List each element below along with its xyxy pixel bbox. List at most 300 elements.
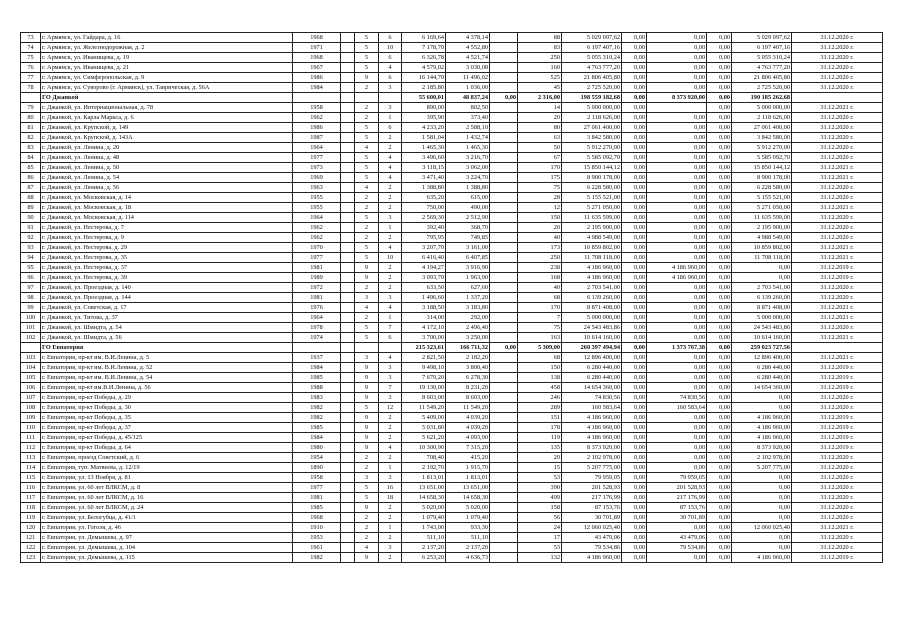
table-cell: 50 [518,143,562,153]
table-cell [490,493,518,503]
table-cell: 114 [21,463,41,473]
table-cell: 5 207 775,00 [732,463,792,473]
table-cell: 2 [355,533,379,543]
table-cell: 31.12.2020 г. [792,113,883,123]
table-cell: 0,00 [622,523,647,533]
table-cell: 120 [21,523,41,533]
table-cell: 1982 [293,413,341,423]
table-cell: 31.12.2020 г. [792,183,883,193]
table-cell: 0,00 [647,213,707,223]
table-cell: 4 [379,163,402,173]
table-cell: 5 [355,33,379,43]
housing-register-table [20,32,883,563]
table-cell: 117 [21,493,41,503]
table-cell: 83 [518,43,562,53]
table-cell: 9 [355,553,379,563]
table-cell: 2 [379,513,402,523]
table-cell: 87 153,76 [647,503,707,513]
table-cell: 1984 [293,83,341,93]
table-cell: 0,00 [622,133,647,143]
table-cell: 3 471,40 [402,173,446,183]
table-cell: 166 711,32 [446,343,490,353]
table-row [21,253,883,263]
table-cell [341,123,355,133]
table-cell: 0,00 [707,373,732,383]
table-cell: 0,00 [622,253,647,263]
table-cell: 6 139 260,00 [732,293,792,303]
table-cell: 1981 [293,293,341,303]
table-cell: 1988 [293,383,341,393]
table-row [21,33,883,43]
table-cell [341,53,355,63]
table-cell: 1937 [293,353,341,363]
table-cell: 173 [518,243,562,253]
table-cell: 0,00 [647,133,707,143]
table-cell: 10 614 160,00 [562,333,622,343]
table-cell: 1967 [293,63,341,73]
table-cell: 0,00 [622,123,647,133]
table-cell: 0,00 [647,193,707,203]
table-cell: 163 [518,333,562,343]
table-cell [341,243,355,253]
table-cell: 2 [355,193,379,203]
table-cell: 56 [518,513,562,523]
table-cell: 3 161,00 [446,243,490,253]
table-cell: 1961 [293,543,341,553]
table-cell: 1 496,60 [402,293,446,303]
table-cell: 5 309,00 [518,343,562,353]
table-cell: 0,00 [622,103,647,113]
table-cell: 98 [21,293,41,303]
table-cell: 2 [355,523,379,533]
table-cell: 2 512,90 [446,213,490,223]
table-cell: 12 060 025,40 [732,523,792,533]
table-cell: 31.12.2020 г. [792,223,883,233]
table-cell: 0,00 [732,263,792,273]
table-cell: 2 137,20 [402,543,446,553]
table-cell: 1974 [293,333,341,343]
table-cell: 0,00 [707,253,732,263]
table-cell: 1 [379,113,402,123]
table-row [21,153,883,163]
table-cell: 4 233,20 [402,123,446,133]
table-cell: 511,10 [446,533,490,543]
table-cell: 0,00 [732,533,792,543]
table-cell: 0,00 [707,413,732,423]
table-cell: 215 323,61 [402,343,446,353]
table-cell: 1972 [293,283,341,293]
table-cell: г. Евпатория, пр-кт Победы, д. 45/125 [41,433,293,443]
table-row [21,83,883,93]
table-cell: 615,00 [446,193,490,203]
table-row [21,63,883,73]
table-cell: 635,20 [402,193,446,203]
table-cell: г. Джанкой, ул. Нестерова, д. 39 [41,273,293,283]
table-cell: 4 194,27 [402,263,446,273]
table-cell: 0,00 [707,113,732,123]
table-cell: 31.12.2019 г. [792,423,883,433]
table-cell: 1953 [293,533,341,543]
table-cell: 0,00 [707,463,732,473]
table-cell: 92 [21,233,41,243]
table-cell: 1981 [293,263,341,273]
table-cell: 0,00 [490,93,518,103]
table-cell: 0,00 [647,303,707,313]
table-cell: 175 [518,173,562,183]
table-cell: 0,00 [622,83,647,93]
table-cell [490,303,518,313]
table-cell: 6 280 440,00 [732,373,792,383]
table-cell: 5 585 092,70 [732,153,792,163]
table-cell: г. Джанкой, ул. Крупской, д. 143А [41,133,293,143]
table-cell [490,73,518,83]
table-cell: 4 [379,153,402,163]
table-cell: 9 [355,273,379,283]
table-cell: 8 603,00 [446,393,490,403]
table-cell: 43 479,06 [647,533,707,543]
table-cell: 0,00 [707,363,732,373]
table-cell: 19 130,00 [402,383,446,393]
table-cell: 31.12.2020 г. [792,33,883,43]
table-cell [341,483,355,493]
table-cell: 31.12.2020 г. [792,503,883,513]
table-cell: 0,00 [622,433,647,443]
table-cell: 627,60 [446,283,490,293]
table-cell: 525 [518,73,562,83]
table-cell: 0,00 [647,143,707,153]
table-cell: 11 496,02 [446,73,490,83]
table-cell: 6 228 580,00 [732,183,792,193]
table-cell: 0,00 [622,193,647,203]
table-cell: 1 388,80 [402,183,446,193]
table-cell: 2 [379,273,402,283]
table-cell: 31.12.2020 г. [792,323,883,333]
table-cell: 0,00 [622,353,647,363]
table-cell: 83 [21,143,41,153]
table-cell: 0,00 [622,173,647,183]
table-cell: г. Евпатория, ул. Демышева, д. 104 [41,543,293,553]
table-cell: 708,40 [402,453,446,463]
table-cell: г. Армянск, ул. Иванищева, д. 19 [41,53,293,63]
table-cell: 31.12.2021 г. [792,173,883,183]
table-cell: 0,00 [622,483,647,493]
table-cell: 0,00 [647,173,707,183]
table-cell: 415,20 [446,453,490,463]
table-cell: 0,00 [707,233,732,243]
table-cell: 3 [379,373,402,383]
table-cell: 0,00 [732,543,792,553]
table-cell: 10 [379,253,402,263]
table-cell: 0,00 [647,43,707,53]
table-cell: 0,00 [647,523,707,533]
table-cell: 250 [518,53,562,63]
table-cell: г. Джанкой, ул. Нестерова, д. 37 [41,263,293,273]
table-cell: 2 588,10 [446,123,490,133]
table-cell: 0,00 [707,293,732,303]
table-cell: 110 [21,423,41,433]
table-cell: г. Евпатория, пр-кт Победы, д. 37 [41,423,293,433]
table-cell: 40 [518,283,562,293]
table-cell: 201 528,93 [647,483,707,493]
table-cell [490,173,518,183]
table-cell: 24 543 483,86 [562,323,622,333]
table-cell: 0,00 [622,283,647,293]
table-cell: 30 701,89 [647,513,707,523]
table-cell: 0,00 [707,153,732,163]
table-cell: 12 [379,403,402,413]
table-cell: 24 [518,523,562,533]
table-cell: 1982 [293,403,341,413]
table-cell [490,123,518,133]
table-cell: 0,00 [707,123,732,133]
table-row [21,383,883,393]
table-cell: 0,00 [647,253,707,263]
table-cell: 0,00 [707,543,732,553]
table-cell: 1985 [293,423,341,433]
table-cell: 0,00 [732,273,792,283]
table-cell: 6 280 440,00 [732,363,792,373]
table-cell: 0,00 [732,403,792,413]
table-cell: 1963 [293,183,341,193]
table-cell: 2 316,00 [518,93,562,103]
table-cell: г. Джанкой, ул. Ленина, д. 48 [41,153,293,163]
table-cell: 74 830,56 [562,393,622,403]
table-cell: 2 [355,513,379,523]
table-row [21,53,883,63]
table-cell: г. Джанкой, ул. Нестерова, д. 35 [41,253,293,263]
table-cell: 31.12.2021 г. [792,523,883,533]
table-cell [341,343,355,353]
table-cell: 7 315,20 [446,443,490,453]
table-cell [490,203,518,213]
table-cell: 3 062,00 [446,163,490,173]
table-cell: 0,00 [622,223,647,233]
table-row [21,493,883,503]
table-cell: 7 670,20 [402,373,446,383]
table-cell: 8 231,20 [446,383,490,393]
table-cell: 1989 [293,273,341,283]
table-cell [341,523,355,533]
table-cell: 3 207,70 [402,243,446,253]
table-cell: 2 703 541,00 [732,283,792,293]
table-cell [341,143,355,153]
table-cell: 5 031,80 [402,423,446,433]
table-cell: 31.12.2021 г. [792,253,883,263]
table-cell [341,353,355,363]
table-cell [341,223,355,233]
table-cell: 9 [355,363,379,373]
table-cell [490,253,518,263]
table-row [21,373,883,383]
table-cell: 2 [379,423,402,433]
table-cell: 81 [21,123,41,133]
table-cell [341,273,355,283]
table-cell: 0,00 [622,263,647,273]
table-cell [490,263,518,273]
table-cell: 132 [518,553,562,563]
table-cell [341,513,355,523]
table-cell: 3 093,70 [402,273,446,283]
table-cell: 6 280 440,00 [562,363,622,373]
table-row [21,323,883,333]
table-row [21,473,883,483]
table-cell [341,83,355,93]
table-cell: 4 [355,183,379,193]
table-cell [490,273,518,283]
table-cell: 1964 [293,143,341,153]
table-cell: 0,00 [622,473,647,483]
table-cell [490,43,518,53]
table-cell: 2 [379,533,402,543]
table-cell: 1 813,01 [402,473,446,483]
table-row [21,73,883,83]
table-cell: г. Джанкой, ул. Московская, д. 14 [41,193,293,203]
table-cell: 217 176,99 [562,493,622,503]
table-cell [341,153,355,163]
table-cell [490,63,518,73]
table-cell: 10 614 160,00 [732,333,792,343]
table-cell: 0,00 [707,523,732,533]
table-cell: 2 137,20 [446,543,490,553]
table-cell: 5 [355,163,379,173]
table-cell: 27 061 400,00 [732,123,792,133]
table-cell: 10 859 802,00 [732,243,792,253]
table-cell: 9 [355,73,379,83]
table-cell: 5 [355,123,379,133]
table-row [21,283,883,293]
table-cell [341,93,355,103]
table-cell: г. Евпатория, ул. 60 лет ВЛКСМ, д. 24 [41,503,293,513]
table-cell: 0,00 [622,393,647,403]
table-cell: 3 842 580,00 [562,133,622,143]
table-cell: 4 186 960,00 [562,273,622,283]
table-cell: 1 465,30 [446,143,490,153]
table-row [21,533,883,543]
table-cell [341,263,355,273]
table-row [21,523,883,533]
table-cell: 8 900 178,00 [732,173,792,183]
table-cell: г. Евпатория, пр-кт им. В.И.Ленина, д. 54 [41,373,293,383]
table-cell: 151 [518,413,562,423]
table-cell [490,193,518,203]
table-cell [490,133,518,143]
table-cell: 0,00 [622,183,647,193]
table-cell: г. Евпатория, пр-кт им. В.И.Ленина, д. 52 [41,363,293,373]
table-cell: 2 [355,103,379,113]
table-cell: 0,00 [647,423,707,433]
table-cell: 10 300,90 [402,443,446,453]
table-cell: 20 [518,453,562,463]
table-cell: 1973 [293,163,341,173]
table-cell: 150 [518,213,562,223]
table-cell: г. Евпатория, туп. Матвеева, д. 12/19 [41,463,293,473]
table-cell: 1968 [293,33,341,43]
table-cell: 4 [355,543,379,553]
table-cell: 55 600,01 [402,93,446,103]
table-cell: 104 [21,363,41,373]
table-cell [355,93,379,103]
table-row [21,273,883,283]
table-cell: 100 [21,313,41,323]
table-cell [341,443,355,453]
table-cell: 5 271 050,00 [732,203,792,213]
table-cell: 17 [518,533,562,543]
table-cell [490,523,518,533]
table-cell: 31.12.2021 г. [792,313,883,323]
table-cell: 3 188,50 [402,303,446,313]
table-cell: 3 [379,83,402,93]
table-cell: 1 388,80 [446,183,490,193]
table-cell: 9 [355,373,379,383]
table-cell: 0,00 [622,543,647,553]
table-cell: 0,00 [622,373,647,383]
table-cell: 1 079,40 [446,513,490,523]
table-cell: 0,00 [707,433,732,443]
table-cell: 2 [355,113,379,123]
table-cell: 15 850 144,12 [732,163,792,173]
table-cell: 0,00 [707,73,732,83]
table-cell: 0,00 [707,353,732,363]
table-cell: 5 029 097,62 [562,33,622,43]
table-cell [490,333,518,343]
table-cell: 10 [379,43,402,53]
table-cell: 0,00 [707,533,732,543]
table-cell [341,433,355,443]
table-cell: г. Евпатория, проезд Советский, д. 6 [41,453,293,463]
table-cell [341,313,355,323]
table-cell: 31.12.2020 г. [792,393,883,403]
table-cell: 21 806 405,80 [562,73,622,83]
table-cell: 0,00 [647,453,707,463]
table-cell: 9 [355,433,379,443]
table-cell: 3 216,70 [446,153,490,163]
table-cell: 749,85 [446,233,490,243]
table-cell: 0,00 [622,443,647,453]
table-cell [490,113,518,123]
table-cell: 5 [355,53,379,63]
table-cell: 1962 [293,223,341,233]
table-cell: 5 029 097,62 [732,33,792,43]
table-cell: 2 [379,193,402,203]
table-cell: г. Джанкой, ул. Титова, д. 37 [41,313,293,323]
table-cell: 0,00 [732,483,792,493]
table-cell: 8 900 178,00 [562,173,622,183]
table-cell: 14 654 360,00 [562,383,622,393]
table-cell: 5 155 521,00 [732,193,792,203]
table-cell: 31.12.2020 г. [792,213,883,223]
table-cell: 11 708 118,00 [732,253,792,263]
table-cell: 0,00 [622,313,647,323]
table-cell: 11 708 118,00 [562,253,622,263]
table-cell: 0,00 [622,463,647,473]
table-row [21,203,883,213]
table-cell: 0,00 [647,63,707,73]
table-cell: 0,00 [647,383,707,393]
table-cell [341,113,355,123]
table-cell: г. Евпатория, ул. 60 лет ВЛКСМ, д. 16 [41,493,293,503]
table-cell [341,323,355,333]
table-cell: 99 [21,303,41,313]
table-cell: 1955 [293,203,341,213]
table-row [21,423,883,433]
table-cell [490,53,518,63]
table-cell: 1977 [293,483,341,493]
table-cell: 2 [379,433,402,443]
table-cell [355,343,379,353]
table-cell: 15 850 144,12 [562,163,622,173]
table-cell: 5 155 521,00 [562,193,622,203]
table-cell: 9 [355,263,379,273]
